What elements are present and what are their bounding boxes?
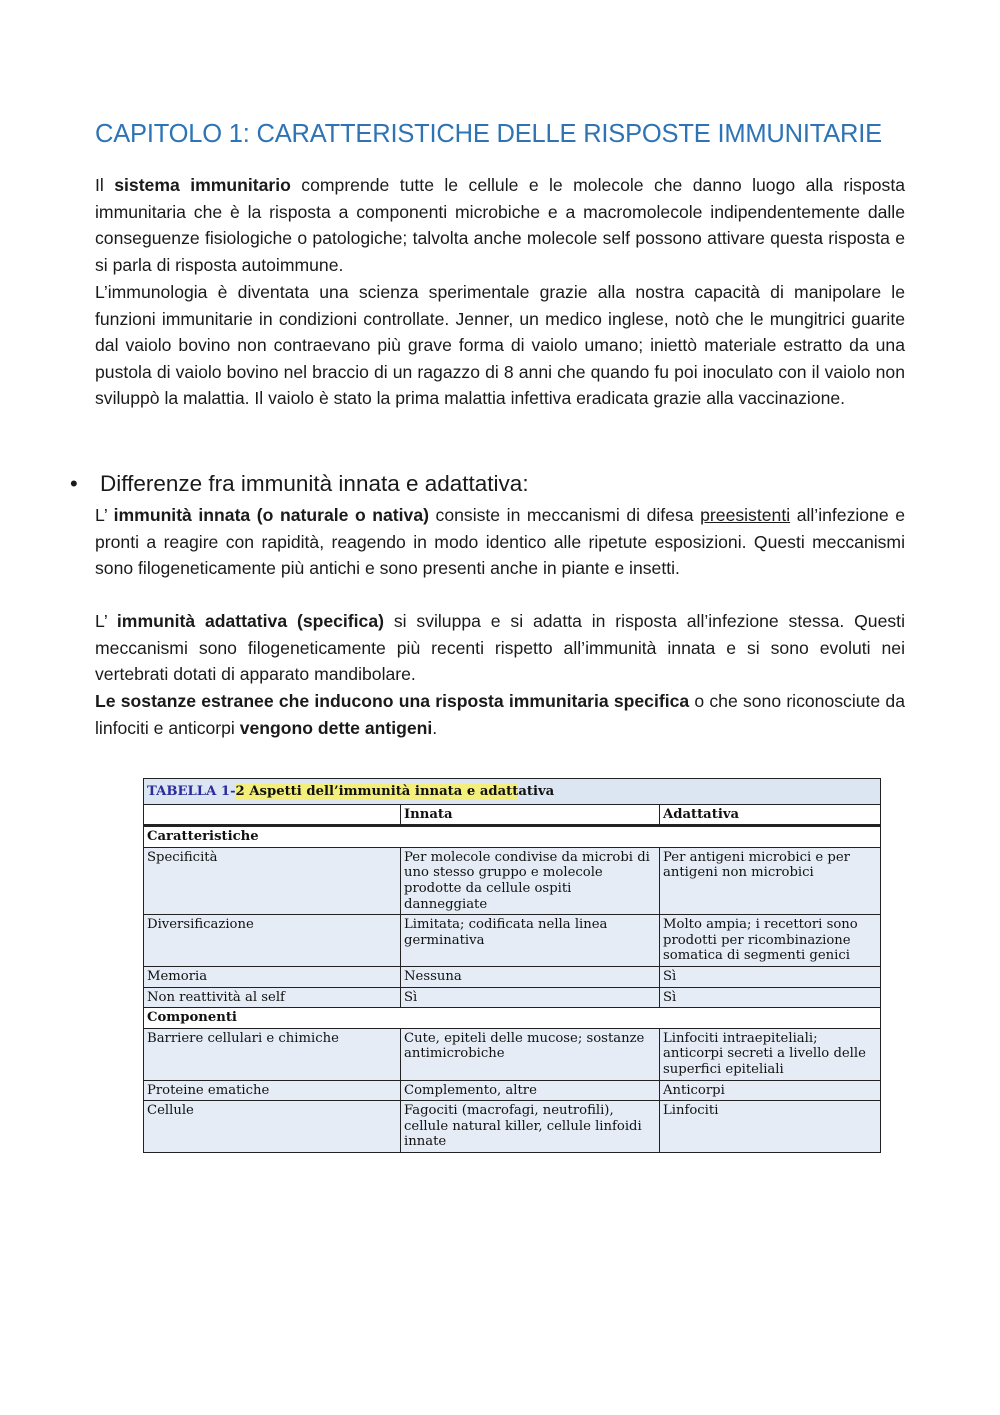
- table-row: [144, 987, 881, 1008]
- table-row: [144, 1101, 881, 1153]
- adaptive-cell: Per antigeni microbici e per antigeni non microbici: [660, 847, 881, 914]
- antigen-bold-1: Le sostanze estranee che inducono una risposta immunitaria specifica: [95, 691, 690, 711]
- adaptive-paragraph: [95, 608, 905, 688]
- feature-cell: Memoria: [144, 966, 401, 987]
- feature-cell: Barriere cellulari e chimiche: [144, 1028, 401, 1080]
- intro-text: comprende tutte le cellule e le molecole che danno luogo alla risposta immunitaria che è la risposta a componenti microbiche e a macromolecole indipendentemente dalle conseguenze fisiologiche o patologiche; talvolta anche molecole self possono attivare questa risposta e si parla di risposta autoimmune.: [95, 175, 906, 275]
- adaptive-bold-term: immunità adattativa (specifica): [116, 611, 384, 631]
- section-heading: [70, 471, 529, 497]
- feature-cell: Cellule: [144, 1101, 401, 1153]
- innate-cell: Limitata; codificata nella linea germinativa: [401, 915, 660, 967]
- adaptive-cell: Molto ampia; i recettori sono prodotti per ricombinazione somatica di segmenti genici: [660, 915, 881, 967]
- section-label: Componenti: [144, 1008, 881, 1029]
- chapter-title: CAPITOLO 1: CARATTERISTICHE DELLE RISPOSTE IMMUNITARIE: [95, 120, 882, 148]
- header-innate: Innata: [401, 804, 660, 826]
- table-row: [144, 847, 881, 914]
- adaptive-cell: Sì: [660, 987, 881, 1008]
- innate-rest: all’infezione e pronti a reagire con rapidità, reagendo in modo identico alle ripetute esposizioni. Questi meccanismi sono filogeneticamente più antichi e sono presenti anche in piante e insetti.: [95, 505, 905, 579]
- innate-paragraph: [95, 502, 905, 582]
- innate-bold-term: immunità innata (o naturale o nativa): [113, 505, 429, 525]
- section-heading-text: Differenze fra immunità innata e adattativa:: [100, 471, 529, 496]
- intro-paragraph-1: [95, 172, 905, 278]
- innate-underlined-word: preesistenti: [700, 505, 791, 525]
- innate-cell: Complemento, altre: [401, 1080, 660, 1101]
- antigen-mid: o che sono riconosciute da linfociti e anticorpi: [95, 691, 905, 738]
- header-empty-cell: [144, 804, 401, 826]
- intro-paragraph-2: L’immunologia è diventata una scienza sperimentale grazie alla nostra capacità di manipolare le funzioni immunitarie in condizioni controllate. Jenner, un medico inglese, notò che le mungitrici guarite dal vaiolo bovino non contraevano più grave forma di vaiolo umano; iniettò materiale estratto da una pustola di vaiolo bovino nel braccio di un ragazzo di 8 anni che quando fu poi inoculato con il vaiolo non sviluppò la malattia. Il vaiolo è stato la prima malattia infettiva eradicata grazie alla vaccinazione.: [95, 282, 905, 409]
- adaptive-rest: si sviluppa e si adatta in risposta all’infezione stessa. Questi meccanismi sono filogeneticamente più recenti rispetto all’immunità innata e si sono evoluti nei vertebrati dotati di apparato mandibolare.: [95, 611, 905, 685]
- antigen-end: .: [432, 717, 438, 738]
- innate-cell: Fagociti (macrofagi, neutrofili), cellule natural killer, cellule linfoidi innate: [401, 1101, 660, 1153]
- innate-cell: Cute, epiteli delle mucose; sostanze antimicrobiche: [401, 1028, 660, 1080]
- adaptive-cell: Linfociti intraepiteliali; anticorpi secreti a livello delle superfici epiteliali: [660, 1028, 881, 1080]
- innate-cell: Sì: [401, 987, 660, 1008]
- feature-cell: Non reattività al self: [144, 987, 401, 1008]
- table-caption: [144, 779, 881, 805]
- antigen-bold-2: vengono dette antigeni: [239, 717, 433, 738]
- section-row-characteristics: [144, 826, 881, 848]
- adaptive-cell: Sì: [660, 966, 881, 987]
- adaptive-lead: L’: [95, 611, 117, 631]
- table-row: [144, 966, 881, 987]
- table-header-row: [144, 804, 881, 826]
- section-row-components: [144, 1008, 881, 1029]
- table-title-row: [144, 779, 881, 805]
- innate-cell: Nessuna: [401, 966, 660, 987]
- bullet-icon: •: [70, 471, 78, 496]
- table-number-highlight: 2: [235, 784, 245, 799]
- immunity-comparison-table: [143, 778, 881, 1153]
- table-row: [144, 1028, 881, 1080]
- header-adaptive: Adattativa: [660, 804, 881, 826]
- intro-bold-term: sistema immunitario: [114, 175, 291, 195]
- feature-cell: Specificità: [144, 847, 401, 914]
- intro-lead: Il: [95, 175, 115, 195]
- table-number: TABELLA 1-: [147, 784, 236, 799]
- antigen-paragraph: [95, 688, 905, 741]
- innate-mid: consiste in meccanismi di difesa: [428, 505, 701, 525]
- section-label: Caratteristiche: [144, 826, 881, 848]
- table-row: [144, 915, 881, 967]
- adaptive-cell: Linfociti: [660, 1101, 881, 1153]
- table-row: [144, 1080, 881, 1101]
- table-title: Aspetti dell’immunità innata e adatt: [244, 784, 519, 799]
- feature-cell: Proteine ematiche: [144, 1080, 401, 1101]
- table-title-end: ativa: [518, 784, 555, 799]
- innate-lead: L’: [95, 505, 114, 525]
- feature-cell: Diversificazione: [144, 915, 401, 967]
- adaptive-cell: Anticorpi: [660, 1080, 881, 1101]
- innate-cell: Per molecole condivise da microbi di uno stesso gruppo e molecole prodotte da cellule ospiti danneggiate: [401, 847, 660, 914]
